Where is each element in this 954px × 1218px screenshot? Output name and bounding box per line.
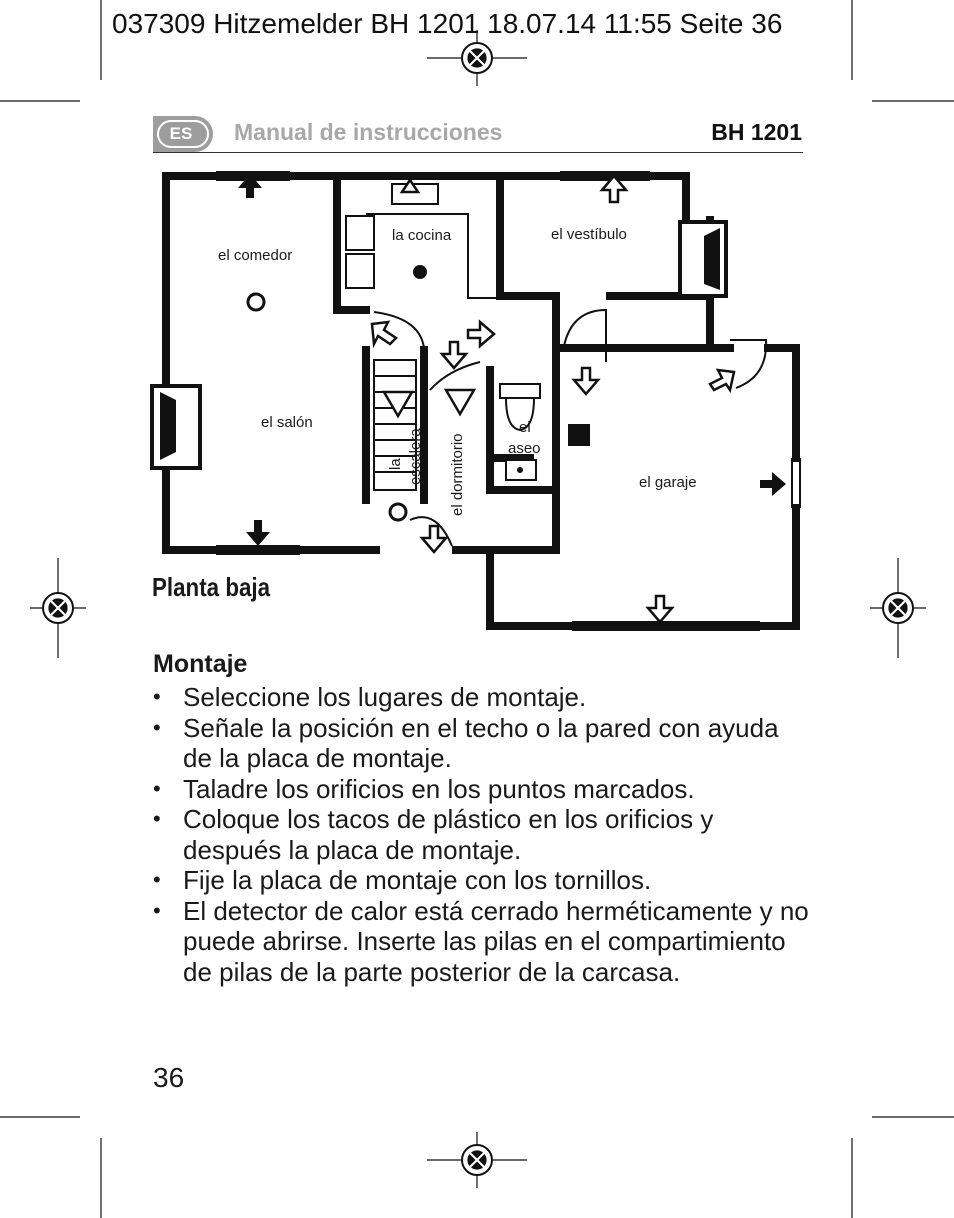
arrow-icon (246, 520, 270, 546)
mounting-steps-list (153, 682, 813, 987)
room-label-wc-line2: aseo (508, 440, 541, 457)
language-badge (153, 116, 213, 152)
arrow-outline-icon (372, 322, 396, 344)
mounting-heading: Montaje (153, 650, 248, 678)
print-slug-header: 037309 Hitzemelder BH 1201 18.07.14 11:55 Seite 36 (112, 8, 783, 39)
room-label-dining: el comedor (218, 247, 293, 264)
page-number: 36 (153, 1062, 185, 1093)
room-label-wc-line1: el (519, 419, 531, 436)
triangle-outline-icon (446, 390, 474, 414)
room-label-stairs-line1: la (387, 458, 404, 470)
room-label-stairs-line2: escalera (407, 428, 424, 485)
room-label-garage: el garaje (639, 474, 697, 491)
list-item: • El detector de calor está cerrado herméticamente y no puede abrirse. Inserte las pilas en el compartimiento de pilas de la parte posterior de la carcasa. (153, 896, 813, 988)
arrow-outline-icon (710, 370, 734, 390)
language-code: ES (169, 124, 193, 143)
smoke-detector-marker-icon (390, 504, 406, 520)
smoke-detector-marker-icon (248, 294, 264, 310)
room-label-living: el salón (261, 414, 313, 431)
arrow-outline-icon (468, 322, 494, 346)
smoke-detector-icon (413, 265, 427, 279)
registration-mark-icon (30, 558, 86, 658)
arrow-outline-icon (442, 342, 466, 368)
section-title: Manual de instrucciones (234, 119, 503, 145)
registration-mark-icon (870, 558, 926, 658)
arrow-outline-icon (648, 596, 672, 622)
room-label-hall: el vestíbulo (551, 226, 627, 243)
floor-plan-caption: Planta baja (152, 572, 271, 602)
model-label: BH 1201 (711, 119, 802, 145)
arrow-icon (760, 472, 786, 496)
arrow-outline-icon (574, 368, 598, 394)
heat-detector-icon (568, 424, 590, 446)
header-divider (153, 152, 803, 153)
list-item: • Coloque los tacos de plástico en los orificios y después la placa de montaje. (153, 804, 813, 865)
room-label-kitchen: la cocina (392, 227, 452, 244)
list-item: • Taladre los orificios en los puntos marcados. (153, 774, 813, 805)
list-item: • Seleccione los lugares de montaje. (153, 682, 813, 713)
room-label-bedroom: el dormitorio (449, 433, 466, 516)
list-item: • Señale la posición en el techo o la pared con ayuda de la placa de montaje. (153, 713, 813, 774)
triangle-outline-icon (384, 392, 412, 416)
registration-mark-icon (427, 1132, 527, 1188)
floor-plan-diagram (150, 168, 802, 633)
list-item: • Fije la placa de montaje con los tornillos. (153, 865, 813, 896)
